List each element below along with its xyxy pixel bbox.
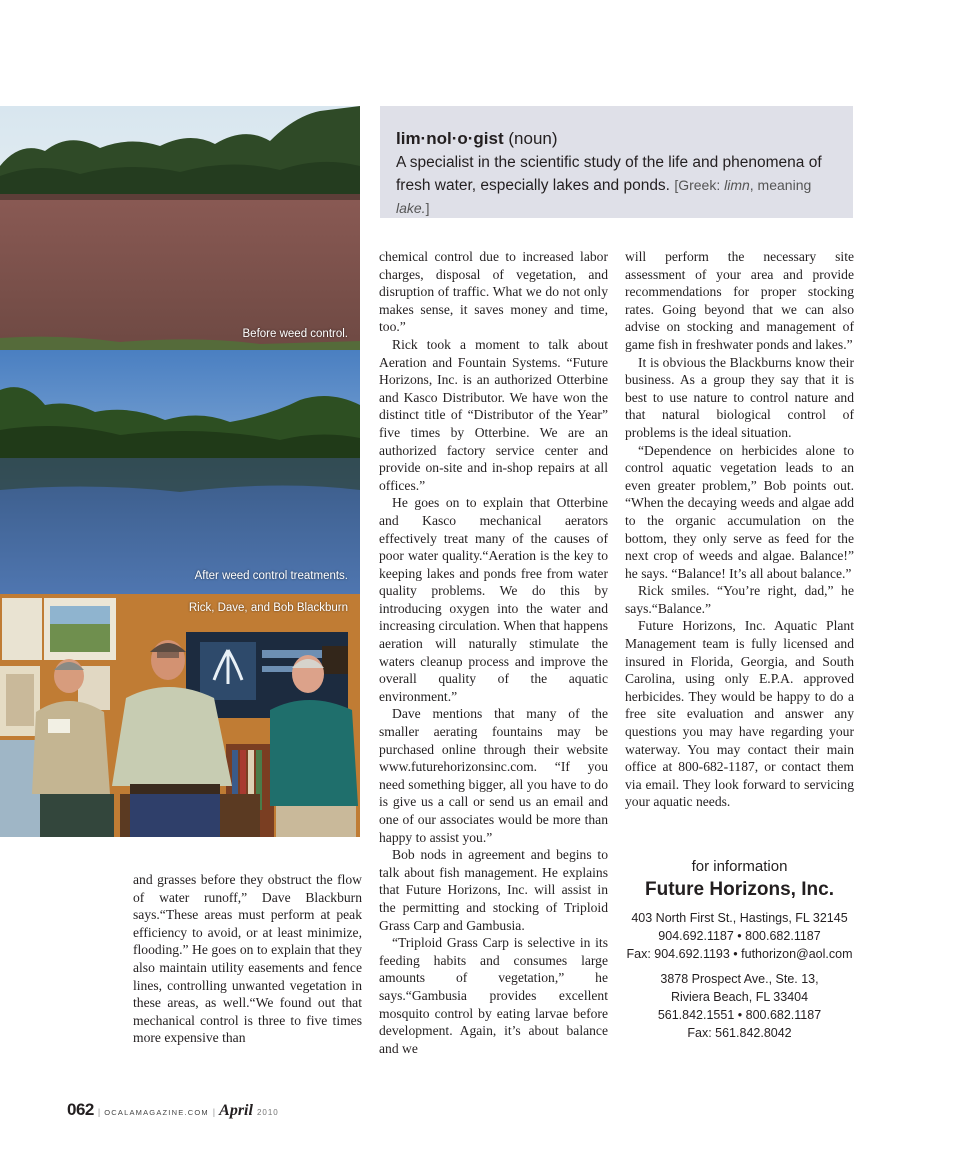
definition-etymology: [Greek: limn, meaning lake.] — [396, 177, 812, 216]
photo-caption: Before weed control. — [242, 328, 348, 340]
article-paragraph: and grasses before they obstruct the flow of water runoff,” Dave Blackburn says.“These areas must perform at peak efficiency to avoid, or at least minimize, flooding.” He goes on to explain that they also maintain utility easements and fence lines, controlling unwanted vegetation in these areas, as well.“We found out that mechanical control is three to five times more expensive than — [133, 872, 362, 1046]
article-column-left — [133, 871, 362, 1047]
definition-heading — [396, 128, 835, 150]
page-number: 062 — [67, 1100, 94, 1119]
article-paragraph: Future Horizons, Inc. Aquatic Plant Management team is fully licensed and insured in Florida, Georgia, and South Carolina, using only E.P.A. approved herbicides. They would be happy to do a free site evaluation and answer any questions you may have regarding your waterway. You may contact their main office at 800-682-1187, or contact them via email. They look forward to servicing your aquatic needs. — [625, 618, 854, 810]
clear-pond-image — [0, 350, 360, 594]
article-paragraph: Rick took a moment to talk about Aeration and Fountain Systems. “Future Horizons, Inc. is an authorized Otterbine and Kasco Distributor. We have won the distinct title of “Distributor of the Year” five times by Otterbine. We are an authorized factory service center and provide on-site and in-shop repairs at all offices.” — [379, 336, 608, 493]
definition-word: lim·nol·o·gist — [396, 129, 504, 148]
photo-blackburn-family — [0, 594, 360, 837]
company-name: Future Horizons, Inc. — [645, 879, 834, 900]
article-paragraph: “Triploid Grass Carp is selective in its feeding habits and consumes large amounts of vegetation,” he says.“Gambusia provides excellent mosquito control by eating larvae before development. Again, it’s about balance and we — [379, 935, 608, 1056]
contact-info — [625, 857, 854, 1042]
definition-part-of-speech: (noun) — [508, 129, 558, 148]
footer-separator: | — [212, 1107, 216, 1117]
office-phone: 561.842.1551 • 800.682.1187 — [657, 1008, 822, 1022]
office-fax-email: Fax: 904.692.1193 • futhorizon@aol.com — [626, 947, 853, 961]
definition-meaning: A specialist in the scientific study of the life and phenomena of fresh water, especially lakes and ponds. — [396, 154, 822, 194]
office-address: 403 North First St., Hastings, FL 32145 — [631, 911, 848, 925]
definition-box — [380, 106, 853, 218]
photo-after-weed-control — [0, 350, 360, 594]
article-paragraph: He goes on to explain that Otterbine and Kasco mechanical aerators effectively treat many of the causes of poor water quality.“Aeration is the key to keeping lakes and ponds free from water quality problems. We do this by introducing oxygen into the water and increasing circulation. When that happens aeration will naturally stimulate the waters cleanup process and improve the overall quality of the aquatic environment.” — [379, 495, 608, 704]
photo-caption: After weed control treatments. — [194, 570, 348, 582]
article-paragraph: Bob nods in agreement and begins to talk about fish management. He explains that Future Horizons, Inc. will assist in the permitting and stocking of Triploid Grass Carp and Gambusia. — [379, 847, 608, 933]
article-column-middle — [379, 248, 608, 1057]
article-paragraph: chemical control due to increased labor charges, disposal of vegetation, and disruption of traffic. What we do not only makes sense, it saves money and time, too.” — [379, 249, 608, 335]
article-paragraph: It is obvious the Blackburns know their business. As a group they say that it is best to use nature to control nature and that natural biological control of problems is the ideal situation. — [625, 354, 854, 440]
article-paragraph: will perform the necessary site assessment of your area and provide recommendations for proper stocking rates. Going beyond that we can also advise on stocking and management of game fish in freshwater ponds and lakes.” — [625, 249, 854, 352]
three-men-image — [0, 594, 360, 837]
article-paragraph: “Dependence on herbicides alone to control aquatic vegetation leads to an even greater problem,” Bob points out. “When the decaying weeds and algae add to the organic accumulation on the bottom, they only serve as feed for the next crop of weeds and algae. Balance!” he says. “Balance! It’s all about balance.” — [625, 442, 854, 581]
photo-caption: Rick, Dave, and Bob Blackburn — [188, 602, 348, 614]
photo-before-weed-control — [0, 106, 360, 350]
footer-separator: | — [97, 1107, 101, 1117]
page-footer — [67, 1100, 279, 1120]
issue-month: April — [219, 1102, 253, 1119]
office-phone: 904.692.1187 • 800.682.1187 — [658, 929, 821, 943]
definition-text — [396, 152, 835, 220]
article-paragraph: Rick smiles. “You’re right, dad,” he says.“Balance.” — [625, 583, 854, 616]
office-address: 3878 Prospect Ave., Ste. 13, — [660, 972, 819, 986]
pond-weeds-image — [0, 106, 360, 350]
magazine-site: OCALAMAGAZINE.COM — [104, 1108, 209, 1117]
office-fax: Fax: 561.842.8042 — [687, 1026, 792, 1040]
article-paragraph: Dave mentions that many of the smaller aerating fountains may be purchased online through their website www.futurehorizonsinc.com. “If you need something bigger, all you have to do is give us a call or send us an email and one of our associates would be more than happy to assist you.” — [379, 706, 608, 845]
article-column-right — [625, 248, 854, 811]
office-address: Riviera Beach, FL 33404 — [670, 990, 809, 1004]
issue-year: 2010 — [256, 1108, 279, 1117]
info-label: for information — [691, 858, 788, 875]
